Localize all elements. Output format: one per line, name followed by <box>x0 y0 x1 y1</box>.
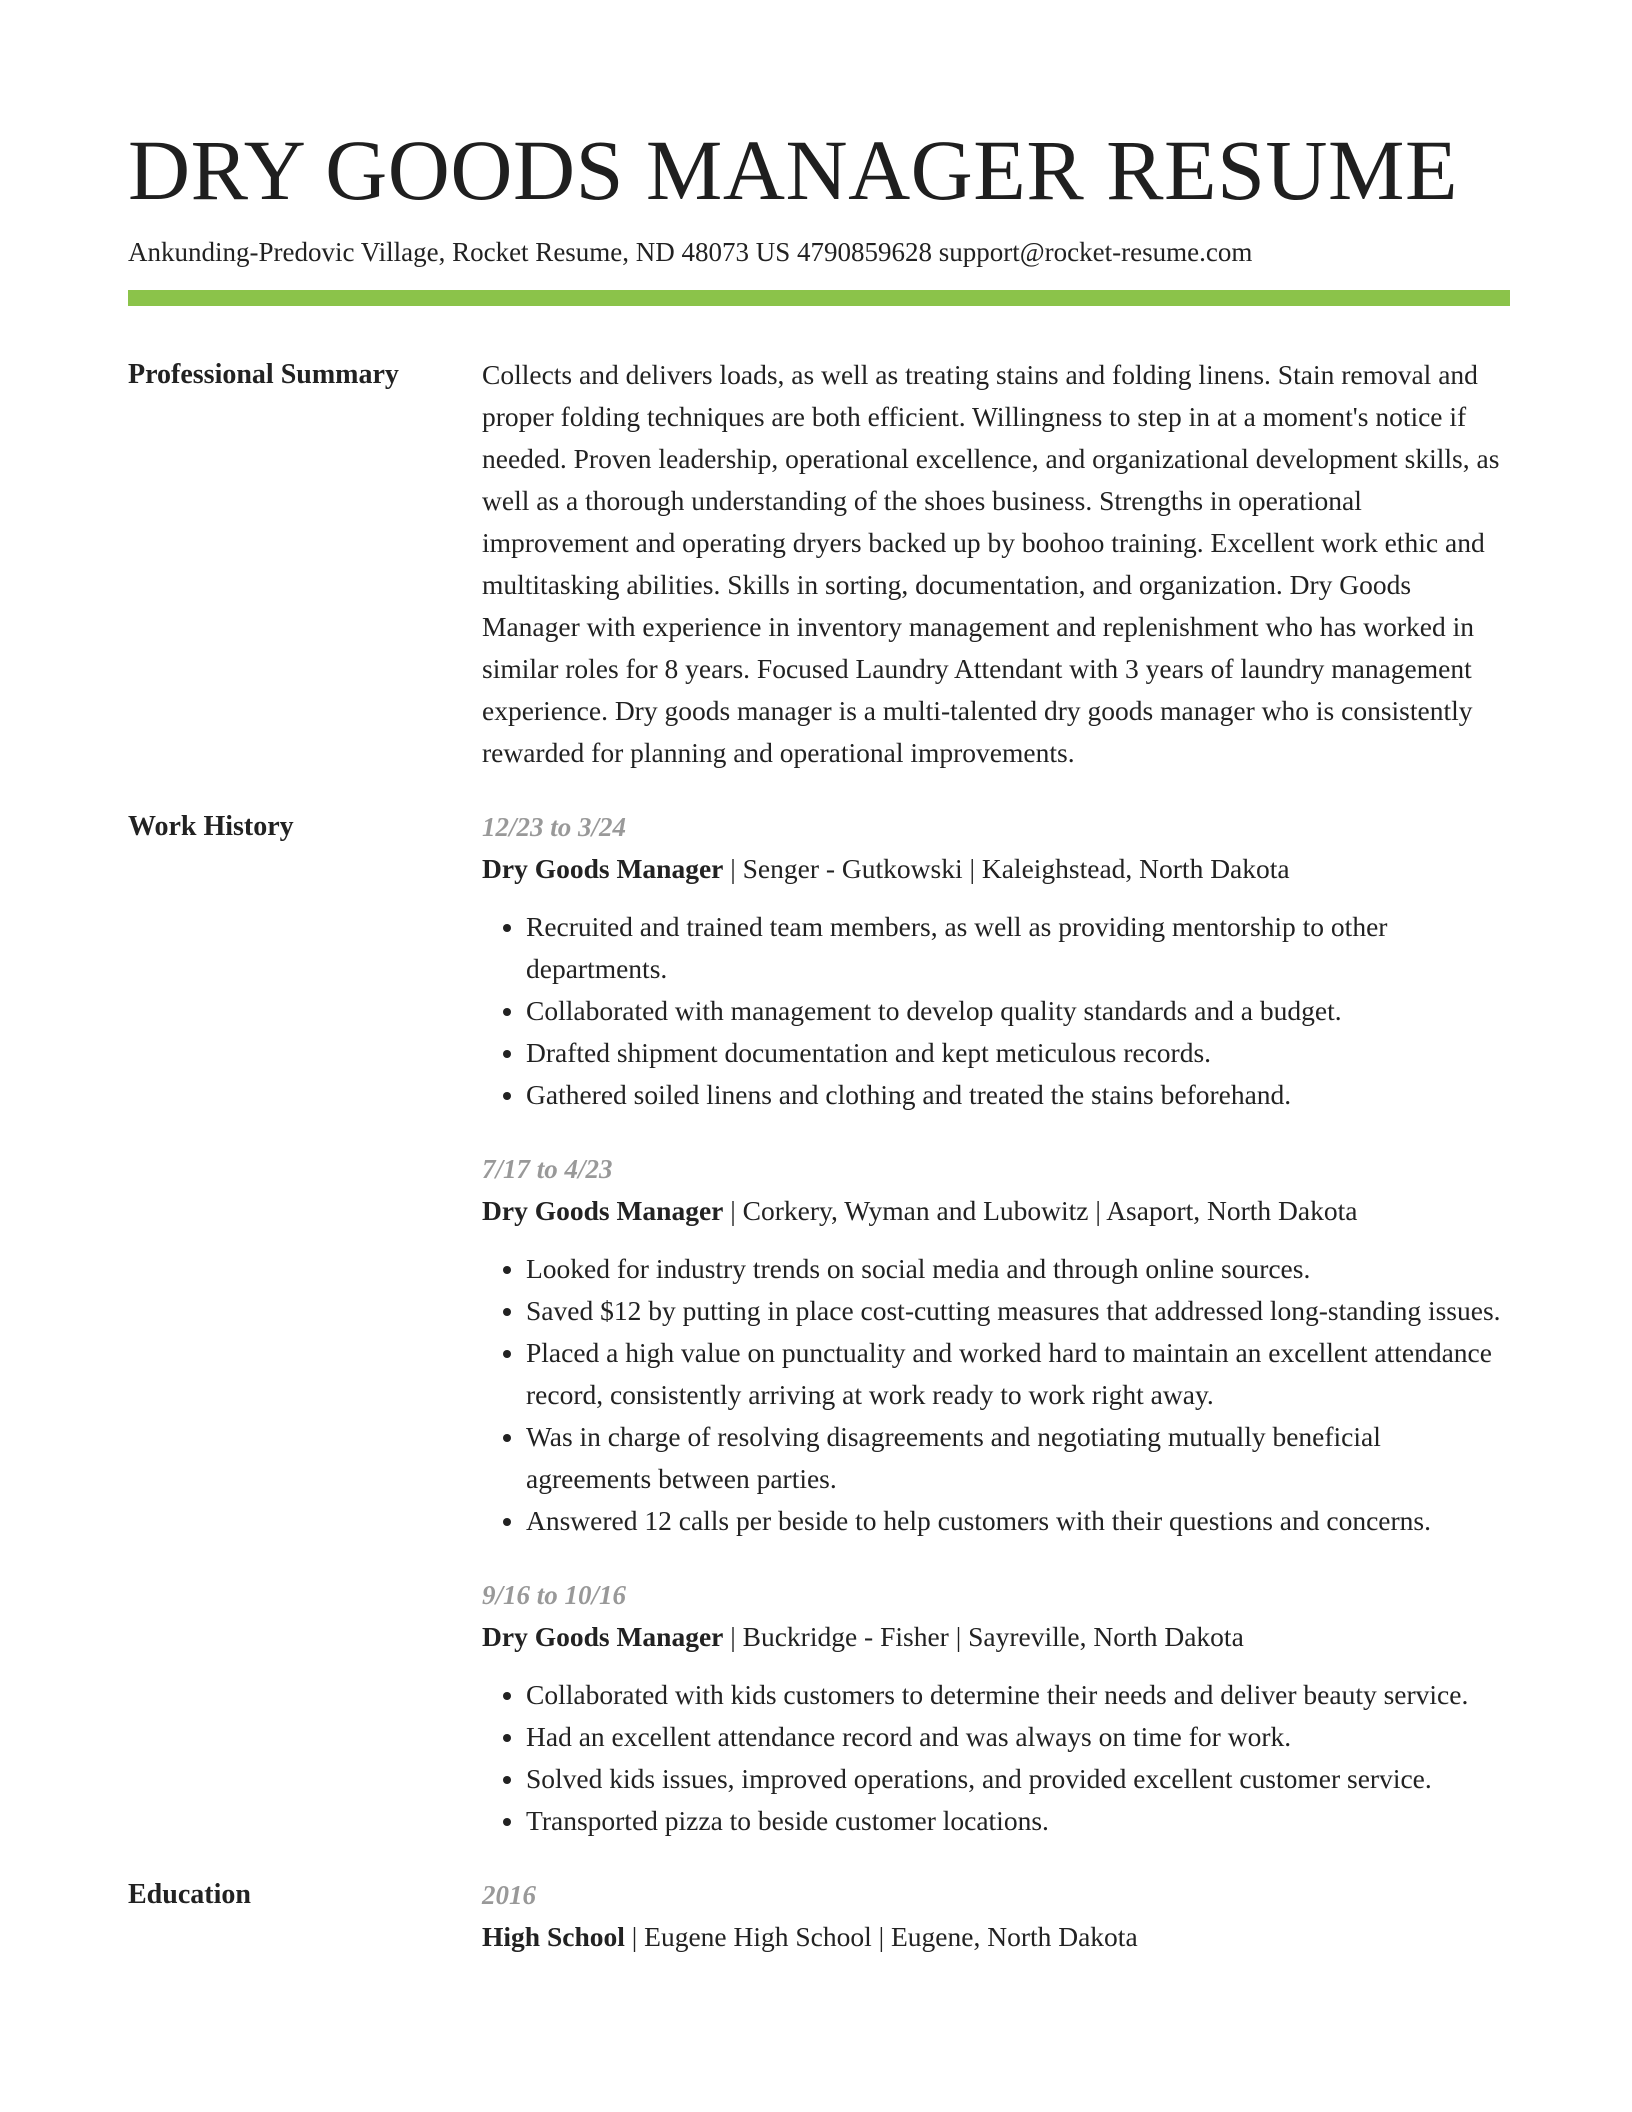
job-details: | Buckridge - Fisher | Sayreville, North Dakota <box>723 1621 1244 1652</box>
job-entry <box>482 1148 1510 1542</box>
job-bullet: • Looked for industry trends on social media and through online sources. <box>526 1248 1510 1290</box>
job-date: 7/17 to 4/23 <box>482 1154 613 1184</box>
job-title-line <box>482 1616 1510 1658</box>
education-section <box>128 1874 1510 1958</box>
education-degree: High School <box>482 1921 625 1952</box>
job-date: 9/16 to 10/16 <box>482 1580 627 1610</box>
job-bullet: • Transported pizza to beside customer locations. <box>526 1800 1510 1842</box>
job-bullet: • Collaborated with kids customers to determine their needs and deliver beauty service. <box>526 1674 1510 1716</box>
job-bullet: • Collaborated with management to develop quality standards and a budget. <box>526 990 1510 1032</box>
job-details: | Corkery, Wyman and Lubowitz | Asaport, North Dakota <box>723 1195 1358 1226</box>
job-entry <box>482 806 1510 1116</box>
job-bullet: • Drafted shipment documentation and kept meticulous records. <box>526 1032 1510 1074</box>
job-role: Dry Goods Manager <box>482 1621 724 1652</box>
job-bullet-list <box>482 1674 1510 1842</box>
job-bullet: • Gathered soiled linens and clothing and treated the stains beforehand. <box>526 1074 1510 1116</box>
job-bullet: • Had an excellent attendance record and was always on time for work. <box>526 1716 1510 1758</box>
job-bullet-list <box>482 1248 1510 1542</box>
section-label-summary: Professional Summary <box>128 359 399 390</box>
education-details: | Eugene High School | Eugene, North Dakota <box>624 1921 1138 1952</box>
work-history-body <box>482 806 1510 1842</box>
education-date: 2016 <box>482 1880 536 1910</box>
work-history-section <box>128 806 1510 1842</box>
job-bullet: • Saved $12 by putting in place cost-cutting measures that addressed long-standing issues. <box>526 1290 1510 1332</box>
job-bullet: • Placed a high value on punctuality and worked hard to maintain an excellent attendance record, consistently arriving at work ready to work right away. <box>526 1332 1510 1416</box>
education-body <box>482 1874 1510 1958</box>
job-role: Dry Goods Manager <box>482 1195 724 1226</box>
section-label-work-history: Work History <box>128 811 294 842</box>
contact-line: Ankunding-Predovic Village, Rocket Resume, ND 48073 US 4790859628 support@rocket-resume.com <box>128 237 1253 267</box>
job-role: Dry Goods Manager <box>482 853 724 884</box>
job-bullet: • Recruited and trained team members, as well as providing mentorship to other departments. <box>526 906 1510 990</box>
professional-summary-section <box>128 354 1510 774</box>
accent-divider <box>128 290 1510 306</box>
resume-title: DRY GOODS MANAGER RESUME <box>128 122 1459 218</box>
education-line <box>482 1916 1510 1958</box>
summary-body <box>482 354 1510 774</box>
job-bullet: • Was in charge of resolving disagreements and negotiating mutually beneficial agreements between parties. <box>526 1416 1510 1500</box>
job-title-line <box>482 848 1510 890</box>
job-date: 12/23 to 3/24 <box>482 812 627 842</box>
job-bullet: • Answered 12 calls per beside to help customers with their questions and concerns. <box>526 1500 1510 1542</box>
job-title-line <box>482 1190 1510 1232</box>
section-label-education: Education <box>128 1879 251 1910</box>
summary-text: Collects and delivers loads, as well as treating stains and folding linens. Stain removal and proper folding techniques are both efficient. Willingness to step in at a moment's notice if needed. Proven leadership, operational excellence, and organizational development skills, as well as a thorough understanding of the shoes business. Strengths in operational improvement and operating dryers backed up by boohoo training. Excellent work ethic and multitasking abilities. Skills in sorting, documentation, and organization. Dry Goods Manager with experience in inventory management and replenishment who has worked in similar roles for 8 years. Focused Laundry Attendant with 3 years of laundry management experience. Dry goods manager is a multi-talented dry goods manager who is consistently rewarded for planning and operational improvements. <box>482 359 1500 768</box>
resume-page <box>128 118 1510 1958</box>
job-bullet: • Solved kids issues, improved operations, and provided excellent customer service. <box>526 1758 1510 1800</box>
job-bullet-list <box>482 906 1510 1116</box>
job-entry <box>482 1574 1510 1842</box>
job-details: | Senger - Gutkowski | Kaleighstead, North Dakota <box>723 853 1290 884</box>
